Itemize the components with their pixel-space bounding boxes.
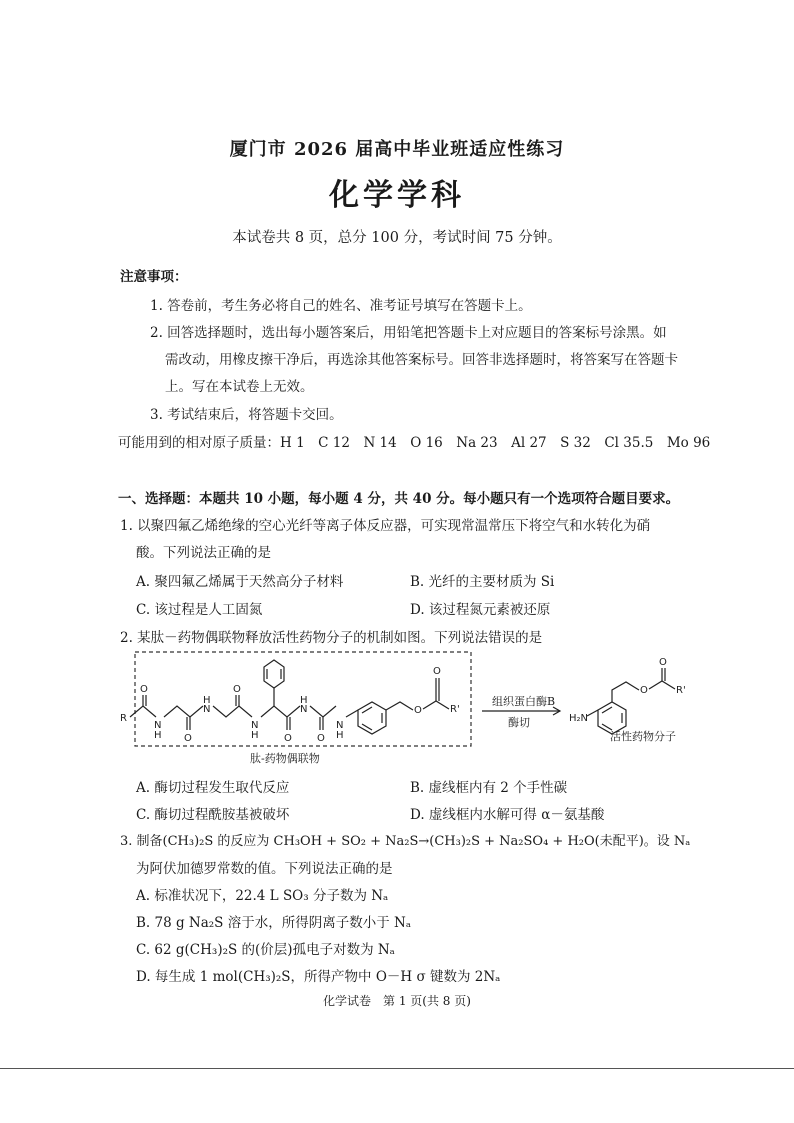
- q2-stem: 2. 某肽－药物偶联物释放活性药物分子的机制如图。下列说法错误的是: [120, 630, 543, 646]
- q3-option-d: D. 每生成 1 mol(CH₃)₂S，所得产物中 O－H σ 键数为 2Nₐ: [136, 969, 501, 985]
- atom-n-3: N: [251, 720, 259, 731]
- bottom-divider: [0, 1068, 794, 1069]
- atom-h2n: H₂N: [569, 713, 589, 724]
- atom-o-5: O: [317, 733, 325, 744]
- q2-mechanism-figure: [110, 648, 710, 770]
- atom-o-1: O: [140, 684, 148, 695]
- atom-h-3: H: [251, 730, 259, 741]
- q1-stem-line-1: 1. 以聚四氟乙烯绝缘的空心光纤等离子体反应器，可实现常温常压下将空气和水转化为硝: [120, 518, 651, 534]
- atom-o-7: O: [433, 666, 441, 677]
- atom-h-5: H: [336, 730, 344, 741]
- product-label: 活性药物分子: [610, 730, 676, 743]
- backbone-5: [310, 706, 336, 717]
- atom-n-2: N: [203, 704, 211, 715]
- q3-stem-line-1: 3. 制备(CH₃)₂S 的反应为 CH₃OH + SO₂ + Na₂S→(CH₃)₂S + Na₂SO₄ + H₂O(未配平)。设 Nₐ: [120, 834, 691, 849]
- atom-o-9: O: [659, 657, 667, 668]
- atom-o-6: O: [414, 705, 422, 716]
- q3-stem-line-2: 为阿伏加德罗常数的值。下列说法正确的是: [136, 861, 393, 877]
- atom-o-3: O: [233, 684, 241, 695]
- q3-option-c: C. 62 g(CH₃)₂S 的(价层)孤电子对数为 Nₐ: [136, 942, 395, 958]
- note-2-line-3: 上。写在本试卷上无效。: [165, 379, 314, 395]
- atom-o-2: O: [184, 733, 192, 744]
- q1-option-c: C. 该过程是人工固氮: [136, 602, 263, 618]
- note-2-line-1: 2. 回答选择题时，选出每小题答案后，用铅笔把答题卡上对应题目的答案标号涂黑。如: [150, 325, 667, 341]
- atomic-masses: 可能用到的相对原子质量：H 1 C 12 N 14 O 16 Na 23 Al 27 S 32 Cl 35.5 Mo 96: [118, 435, 711, 451]
- q3-option-a: A. 标准状况下，22.4 L SO₃ 分子数为 Nₐ: [136, 888, 389, 904]
- enzyme-label: 组织蛋白酶B: [492, 695, 556, 708]
- q2-option-b: B. 虚线框内有 2 个手性碳: [410, 780, 568, 796]
- atom-o-4: O: [284, 733, 292, 744]
- note-3: 3. 考试结束后，将答题卡交回。: [150, 407, 343, 423]
- atom-n-5: N: [336, 720, 344, 731]
- atom-h-1: H: [154, 730, 162, 741]
- backbone-1: [130, 706, 156, 717]
- atom-n-1: N: [154, 720, 162, 731]
- q1-option-a: A. 聚四氟乙烯属于天然高分子材料: [136, 574, 344, 590]
- page-footer: 化学试卷 第 1 页(共 8 页): [323, 994, 471, 1008]
- atom-n-4: N: [300, 704, 308, 715]
- q1-stem-line-2: 酸。下列说法正确的是: [136, 545, 271, 561]
- atom-r: R: [120, 713, 127, 724]
- note-2-line-2: 需改动，用橡皮擦干净后，再选涂其他答案标号。回答非选择题时，将答案写在答题卡: [165, 352, 678, 368]
- exam-info: 本试卷共 8 页，总分 100 分，考试时间 75 分钟。: [232, 230, 562, 246]
- atom-h-4: H: [300, 695, 308, 706]
- q3-option-b: B. 78 g Na₂S 溶于水，所得阴离子数小于 Nₐ: [136, 915, 412, 931]
- q2-option-c: C. 酶切过程酰胺基被破坏: [136, 807, 290, 823]
- q2-option-a: A. 酶切过程发生取代反应: [136, 780, 290, 796]
- section-1-title: 一、选择题：本题共 10 小题，每小题 4 分，共 40 分。每小题只有一个选项符合题目要求。: [118, 491, 680, 507]
- notes-title: 注意事项：: [120, 269, 188, 285]
- q1-option-b: B. 光纤的主要材质为 Si: [410, 574, 555, 590]
- exam-title: 厦门市 2026 届高中毕业班适应性练习: [229, 139, 565, 160]
- atom-r-prime-2: R': [676, 685, 686, 696]
- backbone-4: [261, 706, 300, 717]
- conjugate-label: 肽-药物偶联物: [250, 752, 320, 765]
- backbone-2: [164, 706, 203, 717]
- atom-h-2: H: [203, 695, 211, 706]
- q2-option-d: D. 虚线框内水解可得 α－氨基酸: [410, 807, 605, 823]
- note-1: 1. 答卷前，考生务必将自己的姓名、准考证号填写在答题卡上。: [150, 298, 532, 314]
- cleave-label: 酶切: [508, 716, 530, 729]
- subject-title: 化学学科: [329, 178, 465, 213]
- atom-o-8: O: [640, 685, 648, 696]
- backbone-3: [213, 706, 252, 717]
- q1-option-d: D. 该过程氮元素被还原: [410, 602, 551, 618]
- atom-r-prime-1: R': [450, 704, 460, 715]
